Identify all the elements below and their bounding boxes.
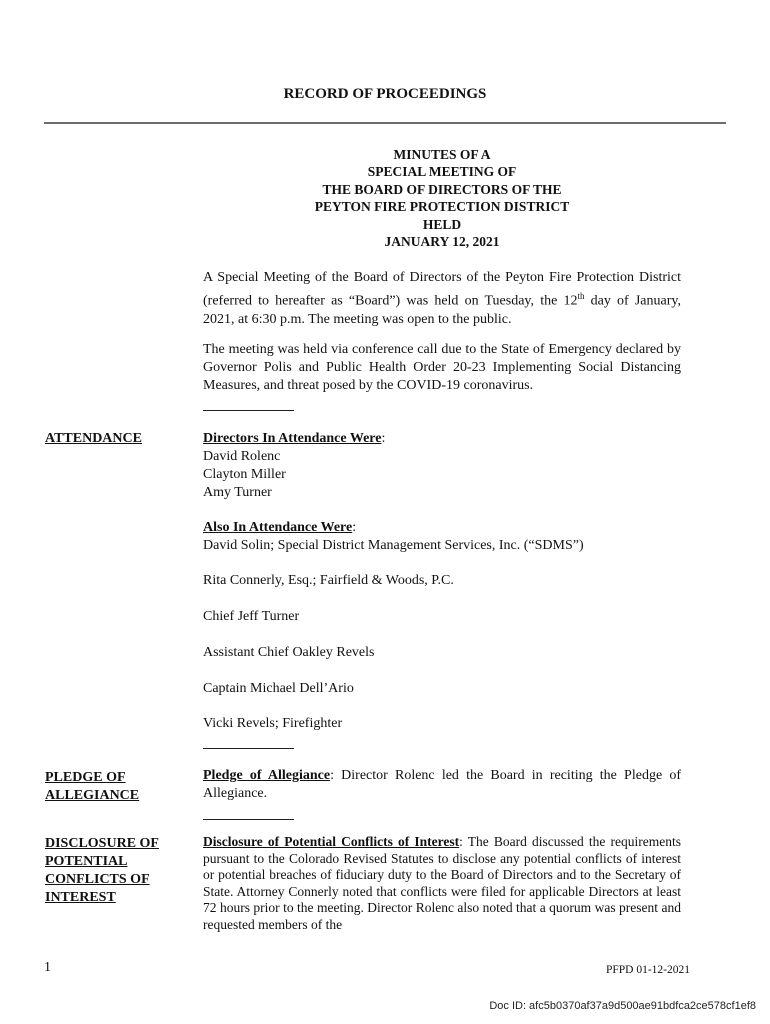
intro-superscript: th xyxy=(577,291,585,301)
pledge-heading: Pledge of Allegiance xyxy=(203,768,331,783)
also-attendance-heading: Also In Attendance Were xyxy=(203,520,353,535)
disclosure-paragraph xyxy=(203,834,681,934)
attendance-section xyxy=(203,430,681,502)
minutes-heading xyxy=(203,146,681,250)
also-attendee: Rita Connerly, Esq.; Fairfield & Woods, P.C. xyxy=(203,573,454,588)
pledge-label-line: PLEDGE OF xyxy=(45,770,126,785)
director-item: David Rolenc xyxy=(203,449,281,464)
heading-line: HELD xyxy=(422,216,462,232)
also-attendee: Vicki Revels; Firefighter xyxy=(203,716,343,731)
section-separator xyxy=(203,748,294,749)
document-title: RECORD OF PROCEEDINGS xyxy=(283,86,487,102)
also-attendee: David Solin; Special District Management Services, Inc. (“SDMS”) xyxy=(203,538,584,553)
disclosure-text: : The Board discussed the requirements pursuant to the Colorado Revised Statutes to disclose any potential conflicts of interest or potential breaches of fiduciary duty to the Board of Directors and to the Secretary of State. Attorney Connerly noted that conflicts were filed for applicable Directors at least 72 hours prior to the meeting. Director Rolenc also noted that a quorum was present and requested members of the xyxy=(203,834,682,932)
also-attendance-heading-line: Also In Attendance Were: xyxy=(203,520,357,535)
disclosure-label-line: DISCLOSURE OF xyxy=(45,836,159,851)
document-id: Doc ID: afc5b0370af37a9d500ae91bdfca2ce578cf1ef8 xyxy=(489,1000,756,1012)
disclosure-label-line: CONFLICTS OF xyxy=(45,872,150,887)
heading-line: SPECIAL MEETING OF xyxy=(367,164,517,180)
disclosure-label-line: INTEREST xyxy=(45,890,116,905)
pledge-paragraph xyxy=(203,767,681,803)
directors-heading: Directors In Attendance Were xyxy=(203,431,382,446)
page-number: 1 xyxy=(44,960,51,975)
disclosure-label xyxy=(45,835,180,907)
directors-heading-line: Directors In Attendance Were: xyxy=(203,431,386,446)
pledge-text: : Director Rolenc led the Board in reciting the Pledge of Allegiance. xyxy=(203,768,681,801)
heading-line: PEYTON FIRE PROTECTION DISTRICT xyxy=(314,199,570,215)
also-attendee: Assistant Chief Oakley Revels xyxy=(203,645,375,660)
also-attendee: Chief Jeff Turner xyxy=(203,609,300,624)
disclosure-label-line: POTENTIAL xyxy=(45,854,128,869)
section-separator xyxy=(203,819,294,820)
intro-paragraph xyxy=(203,269,681,329)
footer-code: PFPD 01-12-2021 xyxy=(605,964,690,976)
pledge-label-line: ALLEGIANCE xyxy=(45,788,140,803)
intro-text-a: A Special Meeting of the Board of Directors of the Peyton Fire Protection District (referred to hereafter as “Board”) was held on Tuesday, the 12 xyxy=(203,270,681,309)
section-separator xyxy=(203,410,294,411)
pledge-label xyxy=(45,769,180,805)
also-attendee: Captain Michael Dell’Ario xyxy=(203,681,354,696)
director-item: Amy Turner xyxy=(203,485,272,500)
heading-line: MINUTES OF A xyxy=(393,147,491,162)
intro-text-b: day of January, 2021, at 6:30 p.m. The meeting was open to the public. xyxy=(203,293,681,327)
title-divider xyxy=(44,122,726,124)
attendance-label: ATTENDANCE xyxy=(45,431,142,446)
heading-line: JANUARY 12, 2021 xyxy=(384,234,500,250)
heading-line: THE BOARD OF DIRECTORS OF THE xyxy=(322,181,562,197)
director-item: Clayton Miller xyxy=(203,467,286,482)
disclosure-heading: Disclosure of Potential Conflicts of Interest xyxy=(203,834,460,849)
conference-paragraph: The meeting was held via conference call due to the State of Emergency declared by Governor Polis and Public Health Order 20-23 Implementing Social Distancing Measures, and threat posed by the COVID-19 coronavirus. xyxy=(203,342,681,393)
